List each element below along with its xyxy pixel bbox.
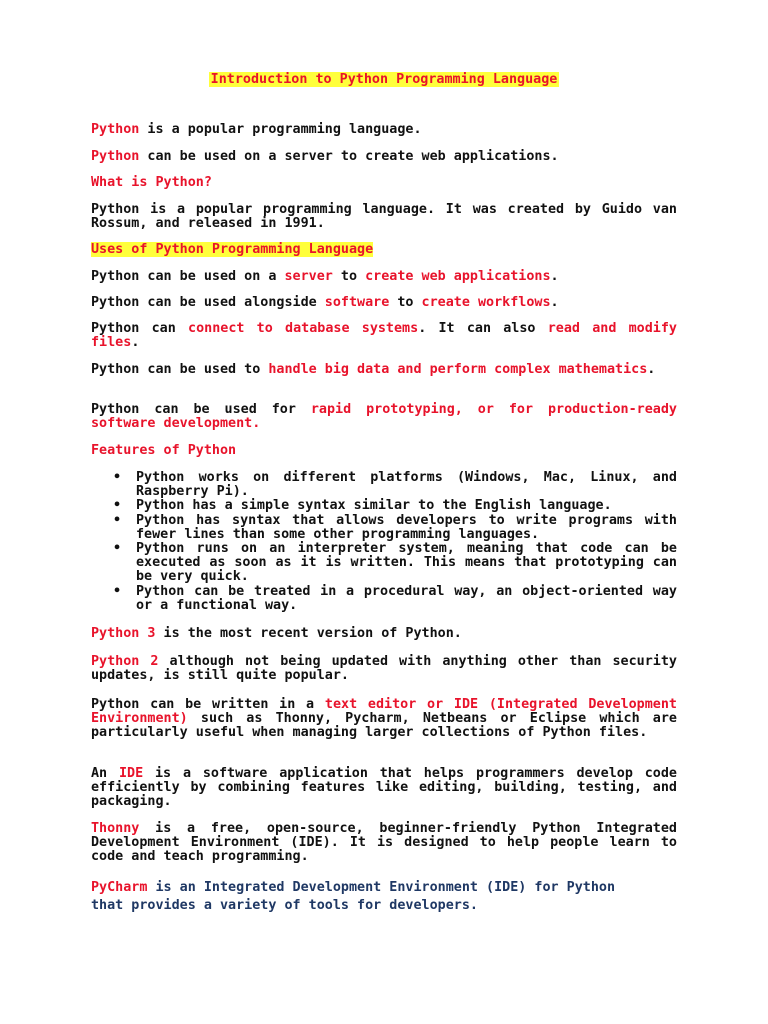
use-highlight: rapid prototyping, or for production-ready software development. <box>91 402 677 432</box>
python-keyword: Python <box>91 149 140 164</box>
use-text: . <box>647 362 656 377</box>
pycharm-keyword: PyCharm <box>91 880 148 895</box>
python-3-text: is the most recent version of Python. <box>155 626 462 641</box>
ide-paragraph <box>91 767 677 810</box>
list-item <box>91 514 677 542</box>
feature-text: Python has syntax that allows developers to write programs with fewer lines than some other programming languages. <box>136 512 677 542</box>
use-highlight: handle big data and perform complex mathematics <box>268 362 648 377</box>
thonny-keyword: Thonny <box>91 821 140 836</box>
feature-text: Python has a simple syntax similar to the English language. <box>136 498 612 514</box>
bullet-icon: • <box>113 512 122 528</box>
pycharm-text: is an Integrated Development Environment (IDE) for Python that provides a variety of tools for developers. <box>91 880 616 913</box>
use-big-data <box>91 363 677 377</box>
feature-text: Python works on different platforms (Windows, Mac, Linux, and Raspberry Pi). <box>136 470 677 500</box>
use-text: Python can be used on a <box>91 269 285 284</box>
editors-highlight: text editor or IDE (Integrated Development Environment) <box>91 697 677 727</box>
use-text: to <box>332 269 366 284</box>
python-2-text: although not being updated with anything other than security updates, is still quite popular. <box>91 654 677 684</box>
use-software <box>91 296 677 310</box>
use-text: . <box>550 295 559 310</box>
use-highlight: server <box>284 269 333 284</box>
editors-text: Python can be written in a <box>91 697 325 712</box>
document-title <box>0 72 768 88</box>
python-keyword: Python <box>91 122 140 137</box>
thonny-paragraph <box>91 822 677 865</box>
list-item <box>91 499 677 513</box>
bullet-icon: • <box>113 541 122 557</box>
intro-paragraph-1 <box>91 123 677 137</box>
use-highlight: create web applications <box>365 269 551 284</box>
list-item <box>91 542 677 585</box>
python-2-keyword: Python 2 <box>91 654 159 669</box>
use-highlight: connect to database systems <box>188 321 419 336</box>
use-highlight: read and modify files <box>91 321 677 351</box>
editors-paragraph <box>91 698 677 741</box>
intro-text-1: is a popular programming language. <box>139 122 422 137</box>
thonny-text: is a free, open-source, beginner-friendly Python Integrated Development Environment (IDE). It is designed to help people learn to code and teach programming. <box>91 821 677 865</box>
python-3-paragraph <box>91 627 677 641</box>
use-text: to <box>389 295 422 310</box>
use-database <box>91 322 677 350</box>
bullet-icon: • <box>113 470 122 485</box>
feature-text: Python can be treated in a procedural way, an object-oriented way or a functional way. <box>136 583 677 613</box>
feature-text: Python runs on an interpreter system, meaning that code can be executed as soon as it is written. This means that prototyping can be very quick. <box>136 541 677 585</box>
use-highlight: create workflows <box>421 295 551 310</box>
use-highlight: software <box>324 295 390 310</box>
features-list <box>91 471 677 613</box>
pycharm-paragraph <box>91 879 651 915</box>
use-text: Python can be used for <box>91 402 311 417</box>
use-text: Python can <box>91 321 189 336</box>
intro-paragraph-2 <box>91 150 677 164</box>
title-text: Introduction to Python Programming Language <box>210 72 558 87</box>
what-is-body: Python is a popular programming language. It was created by Guido van Rossum, and released in 1991. <box>91 202 677 232</box>
ide-text: is a software application that helps programmers develop code efficiently by combining features like editing, building, testing, and packaging. <box>91 766 677 810</box>
list-item <box>91 471 677 499</box>
use-text: Python can be used to <box>91 362 269 377</box>
use-text: . It can also <box>418 321 548 336</box>
ide-text: An <box>91 766 119 781</box>
bullet-icon: • <box>113 583 122 599</box>
python-3-keyword: Python 3 <box>91 626 156 641</box>
use-text: . <box>550 269 559 284</box>
python-2-paragraph <box>91 655 677 683</box>
uses-heading <box>91 243 677 257</box>
editors-text: such as Thonny, Pycharm, Netbeans or Eclipse which are particularly useful when managing larger collections of Python files. <box>91 711 677 741</box>
use-prototyping <box>91 403 677 431</box>
bullet-icon: • <box>113 498 122 514</box>
intro-text-2: can be used on a server to create web applications. <box>139 149 559 164</box>
use-text: Python can be used alongside <box>91 295 325 310</box>
ide-keyword: IDE <box>118 766 144 781</box>
list-item <box>91 585 677 613</box>
what-is-heading: What is Python? <box>91 175 212 190</box>
use-server <box>91 270 677 284</box>
uses-heading-text: Uses of Python Programming Language <box>91 242 374 257</box>
features-heading: Features of Python <box>91 443 237 458</box>
use-text: . <box>131 335 140 351</box>
